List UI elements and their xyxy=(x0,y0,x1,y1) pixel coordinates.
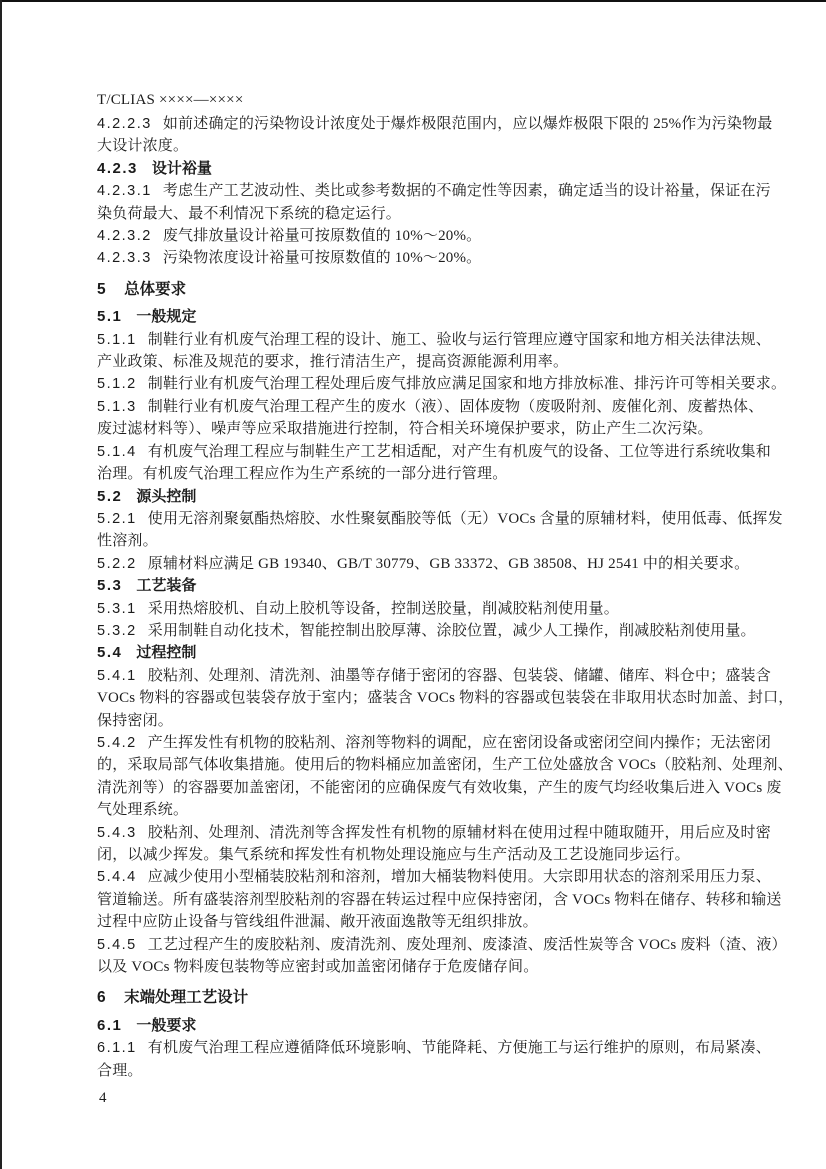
document-code-header: T/CLIAS ××××—×××× xyxy=(97,92,244,108)
clause-text: 应减少使用小型桶装胶粘剂和溶剂，增加大桶装物料使用。大宗即用状态的溶剂采用压力泵、 xyxy=(147,869,771,886)
clause-text: 有机废气治理工程应与制鞋生产工艺相适配，对产生有机废气的设备、工位等进行系统收集和 xyxy=(147,443,771,460)
heading-title: 一般要求 xyxy=(136,1016,197,1034)
heading-title: 末端处理工艺设计 xyxy=(124,989,249,1007)
clause-line xyxy=(97,530,757,552)
clause-line xyxy=(97,1037,771,1059)
clause-text: 产生挥发性有机物的胶粘剂、溶剂等物料的调配，应在密闭设备或密闭空间内操作；无法密闭 xyxy=(147,734,771,751)
clause-text: 清洗剂等）的容器要加盖密闭，不能密闭的应确保废气有效收集，产生的废气均经收集后进入 VOCs 废 xyxy=(97,779,782,796)
clause-text: 以及 VOCs 物料废包装物等应密封或加盖密闭储存于危废储存间。 xyxy=(97,959,539,976)
clause-number: 5.4.1 xyxy=(97,667,137,684)
clause-line xyxy=(97,911,757,933)
clause-text: 制鞋行业有机废气治理工程处理后废气排放应满足国家和地方排放标准、排污许可等相关要求。 xyxy=(147,376,787,393)
heading-number: 6.1 xyxy=(97,1016,123,1034)
clause xyxy=(97,866,782,933)
heading-title: 一般规定 xyxy=(136,308,197,326)
clause-line xyxy=(97,620,757,642)
clause-line xyxy=(97,754,793,776)
heading-title: 过程控制 xyxy=(136,644,197,662)
clause-text: 胶粘剂、处理剂、清洗剂等含挥发性有机物的原辅材料在使用过程中随取随开，用后应及时密 xyxy=(147,824,771,841)
clause-line xyxy=(97,598,757,620)
clause-text: 原辅材料应满足 GB 19340、GB/T 30779、GB 33372、GB 38508、HJ 2541 中的相关要求。 xyxy=(147,555,750,572)
page-number: 4 xyxy=(99,1090,107,1106)
clause-line xyxy=(97,1060,757,1082)
clause-text: 有机废气治理工程应遵循降低环境影响、节能降耗、方便施工与运行维护的原则，布局紧凑、 xyxy=(147,1040,771,1057)
clause-text: 采用制鞋自动化技术，智能控制出胶厚薄、涂胶位置，减少人工操作，削减胶粘剂使用量。 xyxy=(147,622,756,639)
clause-line xyxy=(97,203,757,225)
clause-number: 5.1.1 xyxy=(97,331,137,348)
clause xyxy=(97,620,757,642)
clause-text: 大设计浓度。 xyxy=(97,138,189,155)
clause-text: 工艺过程产生的废胶粘剂、废清洗剂、废处理剂、废漆渣、废活性炭等含 VOCs 废料（渣、液） xyxy=(147,936,787,953)
clause xyxy=(97,441,771,486)
heading-title: 设计裕量 xyxy=(151,159,212,177)
clause-number: 6.1.1 xyxy=(97,1040,137,1057)
clause-text: 合理。 xyxy=(97,1062,143,1079)
heading-number: 5 xyxy=(97,280,108,298)
clause-text: 保持密闭。 xyxy=(97,712,174,729)
clause-line xyxy=(97,889,782,911)
scan-edge-left xyxy=(0,0,2,1169)
clause-number: 5.1.2 xyxy=(97,376,137,393)
document-body xyxy=(97,113,794,1082)
clause-text: 产业政策、标准及规范的要求，推行清洁生产，提高资源能源利用率。 xyxy=(97,354,569,371)
clause xyxy=(97,822,771,867)
clause-text: 制鞋行业有机废气治理工程的设计、施工、验收与运行管理应遵守国家和地方相关法律法规、 xyxy=(147,331,771,348)
section-heading xyxy=(97,987,757,1009)
scan-edge-top xyxy=(0,0,826,2)
clause xyxy=(97,247,757,269)
clause-line xyxy=(97,687,794,709)
heading-title: 总体要求 xyxy=(124,280,187,298)
clause-line xyxy=(97,441,771,463)
clause-number: 4.2.3.3 xyxy=(97,250,152,267)
clause-number: 4.2.3.2 xyxy=(97,228,152,245)
clause-number: 5.2.2 xyxy=(97,555,137,572)
clause-line xyxy=(97,665,771,687)
clause-line xyxy=(97,508,783,530)
clause-line xyxy=(97,799,757,821)
clause-number: 5.1.4 xyxy=(97,443,137,460)
clause xyxy=(97,373,787,395)
clause-line xyxy=(97,329,771,351)
subsection-heading xyxy=(97,575,757,597)
clause-number: 5.4.5 xyxy=(97,936,137,953)
subsection-heading xyxy=(97,306,757,328)
clause-text: 使用无溶剂聚氨酯热熔胶、水性聚氨酯胶等低（无）VOCs 含量的原辅材料，使用低毒、低挥发 xyxy=(147,510,783,527)
heading-number: 5.3 xyxy=(97,577,123,595)
clause xyxy=(97,225,757,247)
clause-text: 胶粘剂、处理剂、清洗剂、油墨等存储于密闭的容器、包装袋、储罐、储库、料仓中；盛装含 xyxy=(147,667,771,684)
clause-line xyxy=(97,373,787,395)
subsection-heading xyxy=(97,1015,757,1037)
clause xyxy=(97,665,794,732)
clause xyxy=(97,329,771,374)
clause-number: 5.4.3 xyxy=(97,824,137,841)
clause-line xyxy=(97,396,764,418)
clause-line xyxy=(97,956,757,978)
clause-text: VOCs 物料的容器或包装袋存放于室内；盛装含 VOCs 物料的容器或包装袋在非取用状态时加盖、封口， xyxy=(97,690,794,707)
clause-number: 5.2.1 xyxy=(97,510,137,527)
clause-line xyxy=(97,777,782,799)
clause-text: 气处理系统。 xyxy=(97,802,189,819)
clause xyxy=(97,180,771,225)
clause-line xyxy=(97,351,757,373)
clause-line xyxy=(97,934,787,956)
clause xyxy=(97,732,793,822)
section-heading xyxy=(97,279,757,301)
clause-text: 制鞋行业有机废气治理工程产生的废水（液）、固体废物（废吸附剂、废催化剂、废蓄热体、 xyxy=(147,398,764,415)
clause-text: 治理。有机废气治理工程应作为生产系统的一部分进行管理。 xyxy=(97,466,508,483)
clause-number: 5.4.2 xyxy=(97,734,137,751)
clause xyxy=(97,396,764,441)
clause-number: 4.2.3.1 xyxy=(97,183,152,200)
clause-number: 5.1.3 xyxy=(97,398,137,415)
clause xyxy=(97,508,783,553)
heading-number: 5.4 xyxy=(97,644,123,662)
clause xyxy=(97,598,757,620)
clause-number: 5.3.1 xyxy=(97,600,137,617)
heading-number: 4.2.3 xyxy=(97,159,138,177)
heading-number: 5.1 xyxy=(97,308,123,326)
clause-line xyxy=(97,180,771,202)
clause-line xyxy=(97,553,757,575)
clause xyxy=(97,113,773,158)
subsection-heading xyxy=(97,158,757,180)
clause-number: 4.2.2.3 xyxy=(97,116,152,132)
clause-line xyxy=(97,113,773,135)
clause-line xyxy=(97,463,757,485)
clause-text: 管道输送。所有盛装溶剂型胶粘剂的容器在转运过程中应保持密闭，含 VOCs 物料在储存、转移和输送 xyxy=(97,891,782,908)
heading-number: 6 xyxy=(97,989,108,1007)
subsection-heading xyxy=(97,642,757,664)
clause-text: 性溶剂。 xyxy=(97,533,158,550)
clause-text: 采用热熔胶机、自动上胶机等设备，控制送胶量，削减胶粘剂使用量。 xyxy=(147,600,619,617)
clause-line xyxy=(97,844,757,866)
clause xyxy=(97,553,757,575)
clause-text: 污染物浓度设计裕量可按原数值的 10%～20%。 xyxy=(162,250,482,267)
clause-text: 的，采取局部气体收集措施。使用后的物料桶应加盖密闭，生产工位处盛放含 VOCs（胶粘剂、处理剂、 xyxy=(97,757,793,774)
heading-number: 5.2 xyxy=(97,487,123,505)
clause-line xyxy=(97,822,771,844)
clause-number: 5.3.2 xyxy=(97,622,137,639)
clause-line xyxy=(97,418,757,440)
clause-line xyxy=(97,225,757,247)
clause-text: 废过滤材料等）、噪声等应采取措施进行控制，符合相关环境保护要求，防止产生二次污染。 xyxy=(97,421,713,438)
clause-line xyxy=(97,866,771,888)
clause-text: 废气排放量设计裕量可按原数值的 10%～20%。 xyxy=(162,228,482,245)
clause xyxy=(97,1037,771,1082)
heading-title: 工艺装备 xyxy=(136,577,197,595)
clause-text: 过程中应防止设备与管线组件泄漏、敞开液面逸散等无组织排放。 xyxy=(97,914,538,931)
clause-number: 5.4.4 xyxy=(97,869,137,886)
clause-text: 考虑生产工艺波动性、类比或参考数据的不确定性等因素，确定适当的设计裕量，保证在污 xyxy=(162,183,771,200)
clause-text: 染负荷最大、最不利情况下系统的稳定运行。 xyxy=(97,205,402,222)
heading-title: 源头控制 xyxy=(136,487,197,505)
clause-line xyxy=(97,710,757,732)
clause-text: 闭，以减少挥发。集气系统和挥发性有机物处理设施应与生产活动及工艺设施同步运行。 xyxy=(97,847,690,863)
subsection-heading xyxy=(97,486,757,508)
clause-line xyxy=(97,247,757,269)
clause xyxy=(97,934,787,979)
clause-text: 如前述确定的污染物设计浓度处于爆炸极限范围内，应以爆炸极限下限的 25%作为污染物最 xyxy=(162,116,773,132)
clause-line xyxy=(97,732,771,754)
clause-line xyxy=(97,135,757,157)
